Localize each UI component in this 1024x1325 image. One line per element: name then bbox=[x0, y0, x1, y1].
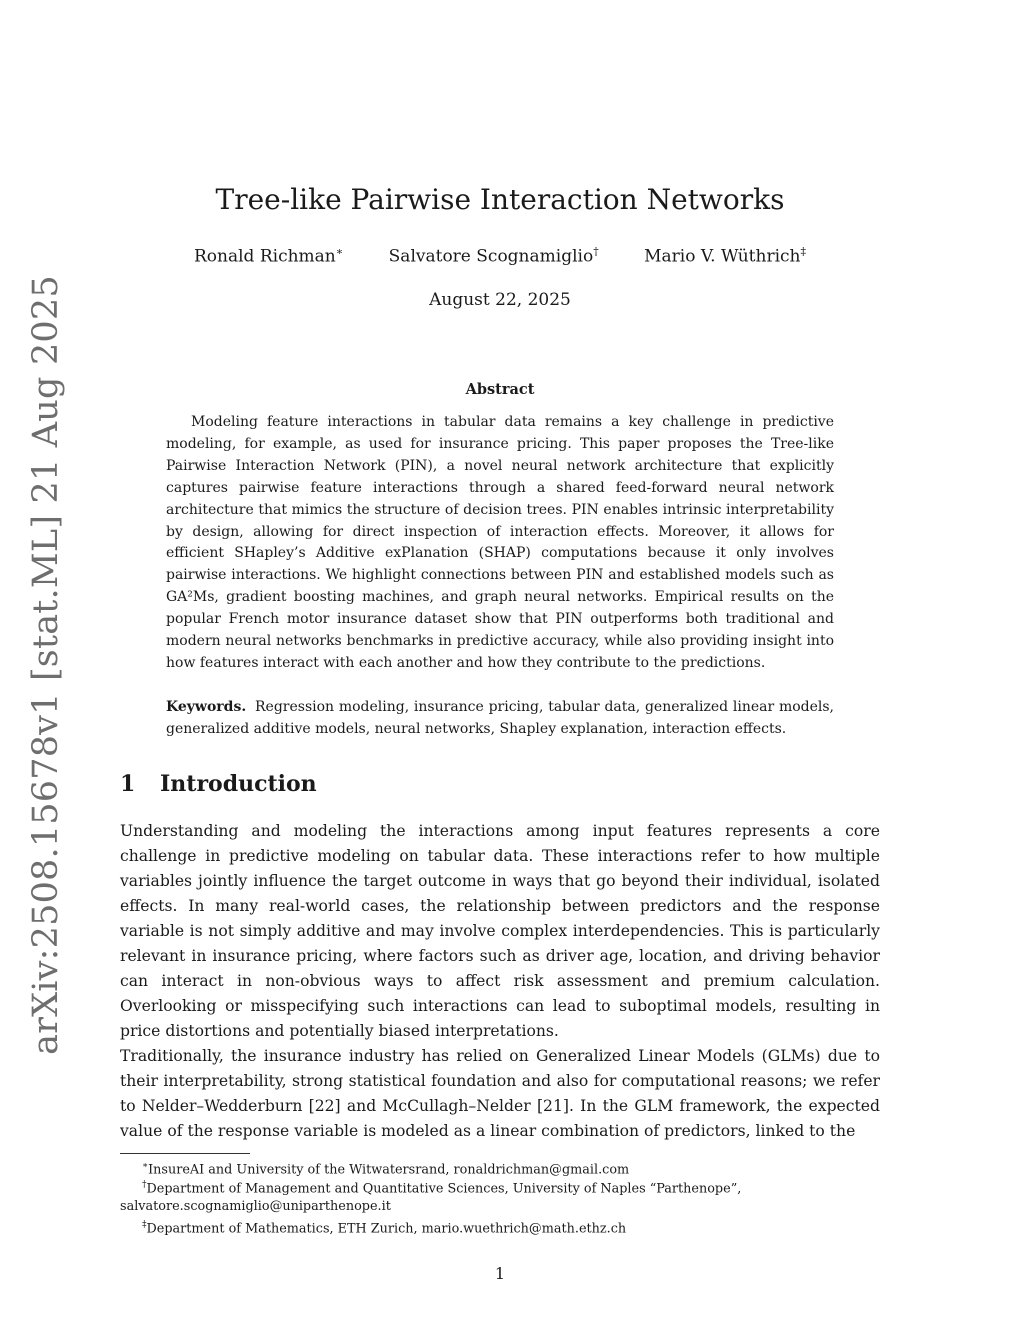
author-footnote-mark: ‡ bbox=[800, 245, 806, 258]
author-footnote-mark: ∗ bbox=[335, 245, 344, 258]
page-number: 1 bbox=[494, 1264, 506, 1283]
author-name: Ronald Richman bbox=[194, 246, 336, 267]
keywords-label: Keywords. bbox=[166, 699, 247, 715]
arxiv-stamp: arXiv:2508.15678v1 [stat.ML] 21 Aug 2025 bbox=[26, 275, 66, 1055]
footnote bbox=[120, 1176, 880, 1216]
footnote-mark: ‡ bbox=[142, 1220, 147, 1230]
intro-paragraph: Traditionally, the insurance industry has relied on Generalized Linear Models (GLMs) due to their interpretability, strong statistical foundation and also for computational reasons; we refer to Nelder–Wedderburn [22] and McCullagh–Nelder [21]. In the GLM framework, the expected value of the response variable is modeled as a linear combination of predictors, linked to the bbox=[120, 1047, 880, 1140]
author bbox=[389, 245, 599, 267]
keywords-text: Regression modeling, insurance pricing, tabular data, generalized linear models, generalized additive models, neural networks, Shapley explanation, interaction effects. bbox=[166, 699, 835, 737]
section-heading bbox=[120, 771, 317, 797]
paper-title: Tree-like Pairwise Interaction Networks bbox=[215, 183, 785, 216]
author-footnote-mark: † bbox=[593, 245, 599, 258]
author-name: Salvatore Scognamiglio bbox=[388, 246, 594, 267]
intro-paragraph: Understanding and modeling the interactions among input features represents a core challenge in predictive modeling on tabular data. These interactions refer to how multiple variables jointly influence the target outcome in ways that go beyond their individual, isolated effects. In many real-world cases, the relationship between predictors and the response variable is not simply additive and may involve complex interdependencies. This is particularly relevant in insurance pricing, where factors such as driver age, location, and driving behavior can interact in non-obvious ways to affect risk assessment and premium calculation. Overlooking or misspecifying such interactions can lead to suboptimal models, resulting in price distortions and potentially biased interpretations. bbox=[120, 822, 880, 1040]
footnote-mark: † bbox=[142, 1180, 147, 1190]
author-name: Mario V. Wüthrich bbox=[644, 246, 801, 267]
author-list bbox=[0, 245, 1000, 267]
keywords bbox=[166, 696, 834, 740]
footnote bbox=[120, 1216, 880, 1238]
paper-date: August 22, 2025 bbox=[429, 290, 571, 310]
footnote-divider bbox=[120, 1153, 250, 1154]
footnote-mark: ∗ bbox=[142, 1161, 149, 1171]
abstract-heading: Abstract bbox=[465, 381, 535, 398]
footnote-text: Department of Mathematics, ETH Zurich, mario.wuethrich@math.ethz.ch bbox=[146, 1221, 627, 1237]
footnote-text: Department of Management and Quantitative Sciences, University of Naples “Parthenope”, salvatore.scognamiglio@uniparthenope.it bbox=[120, 1181, 742, 1215]
abstract-text: Modeling feature interactions in tabular data remains a key challenge in predictive modeling, for example, as used for insurance pricing. This paper proposes the Tree-like Pairwise Interaction Network (PIN), a novel neural network architecture that explicitly captures pairwise feature interactions through a shared feed-forward neural network architecture that mimics the structure of decision trees. PIN enables intrinsic interpretability by design, allowing for direct inspection of interaction effects. Moreover, it allows for efficient SHapley’s Additive exPlanation (SHAP) computations because it only involves pairwise interactions. We highlight connections between PIN and established models such as GA²Ms, gradient boosting machines, and graph neural networks. Empirical results on the popular French motor insurance dataset show that PIN outperforms both traditional and modern neural networks benchmarks in predictive accuracy, while also providing insight into how features interact with each another and how they contribute to the predictions. bbox=[166, 414, 834, 671]
author bbox=[194, 245, 343, 267]
author bbox=[644, 245, 806, 267]
section-number: 1 bbox=[120, 771, 136, 797]
footnote-text: InsureAI and University of the Witwatersrand, ronaldrichman@gmail.com bbox=[148, 1162, 630, 1178]
section-title: Introduction bbox=[160, 771, 317, 797]
